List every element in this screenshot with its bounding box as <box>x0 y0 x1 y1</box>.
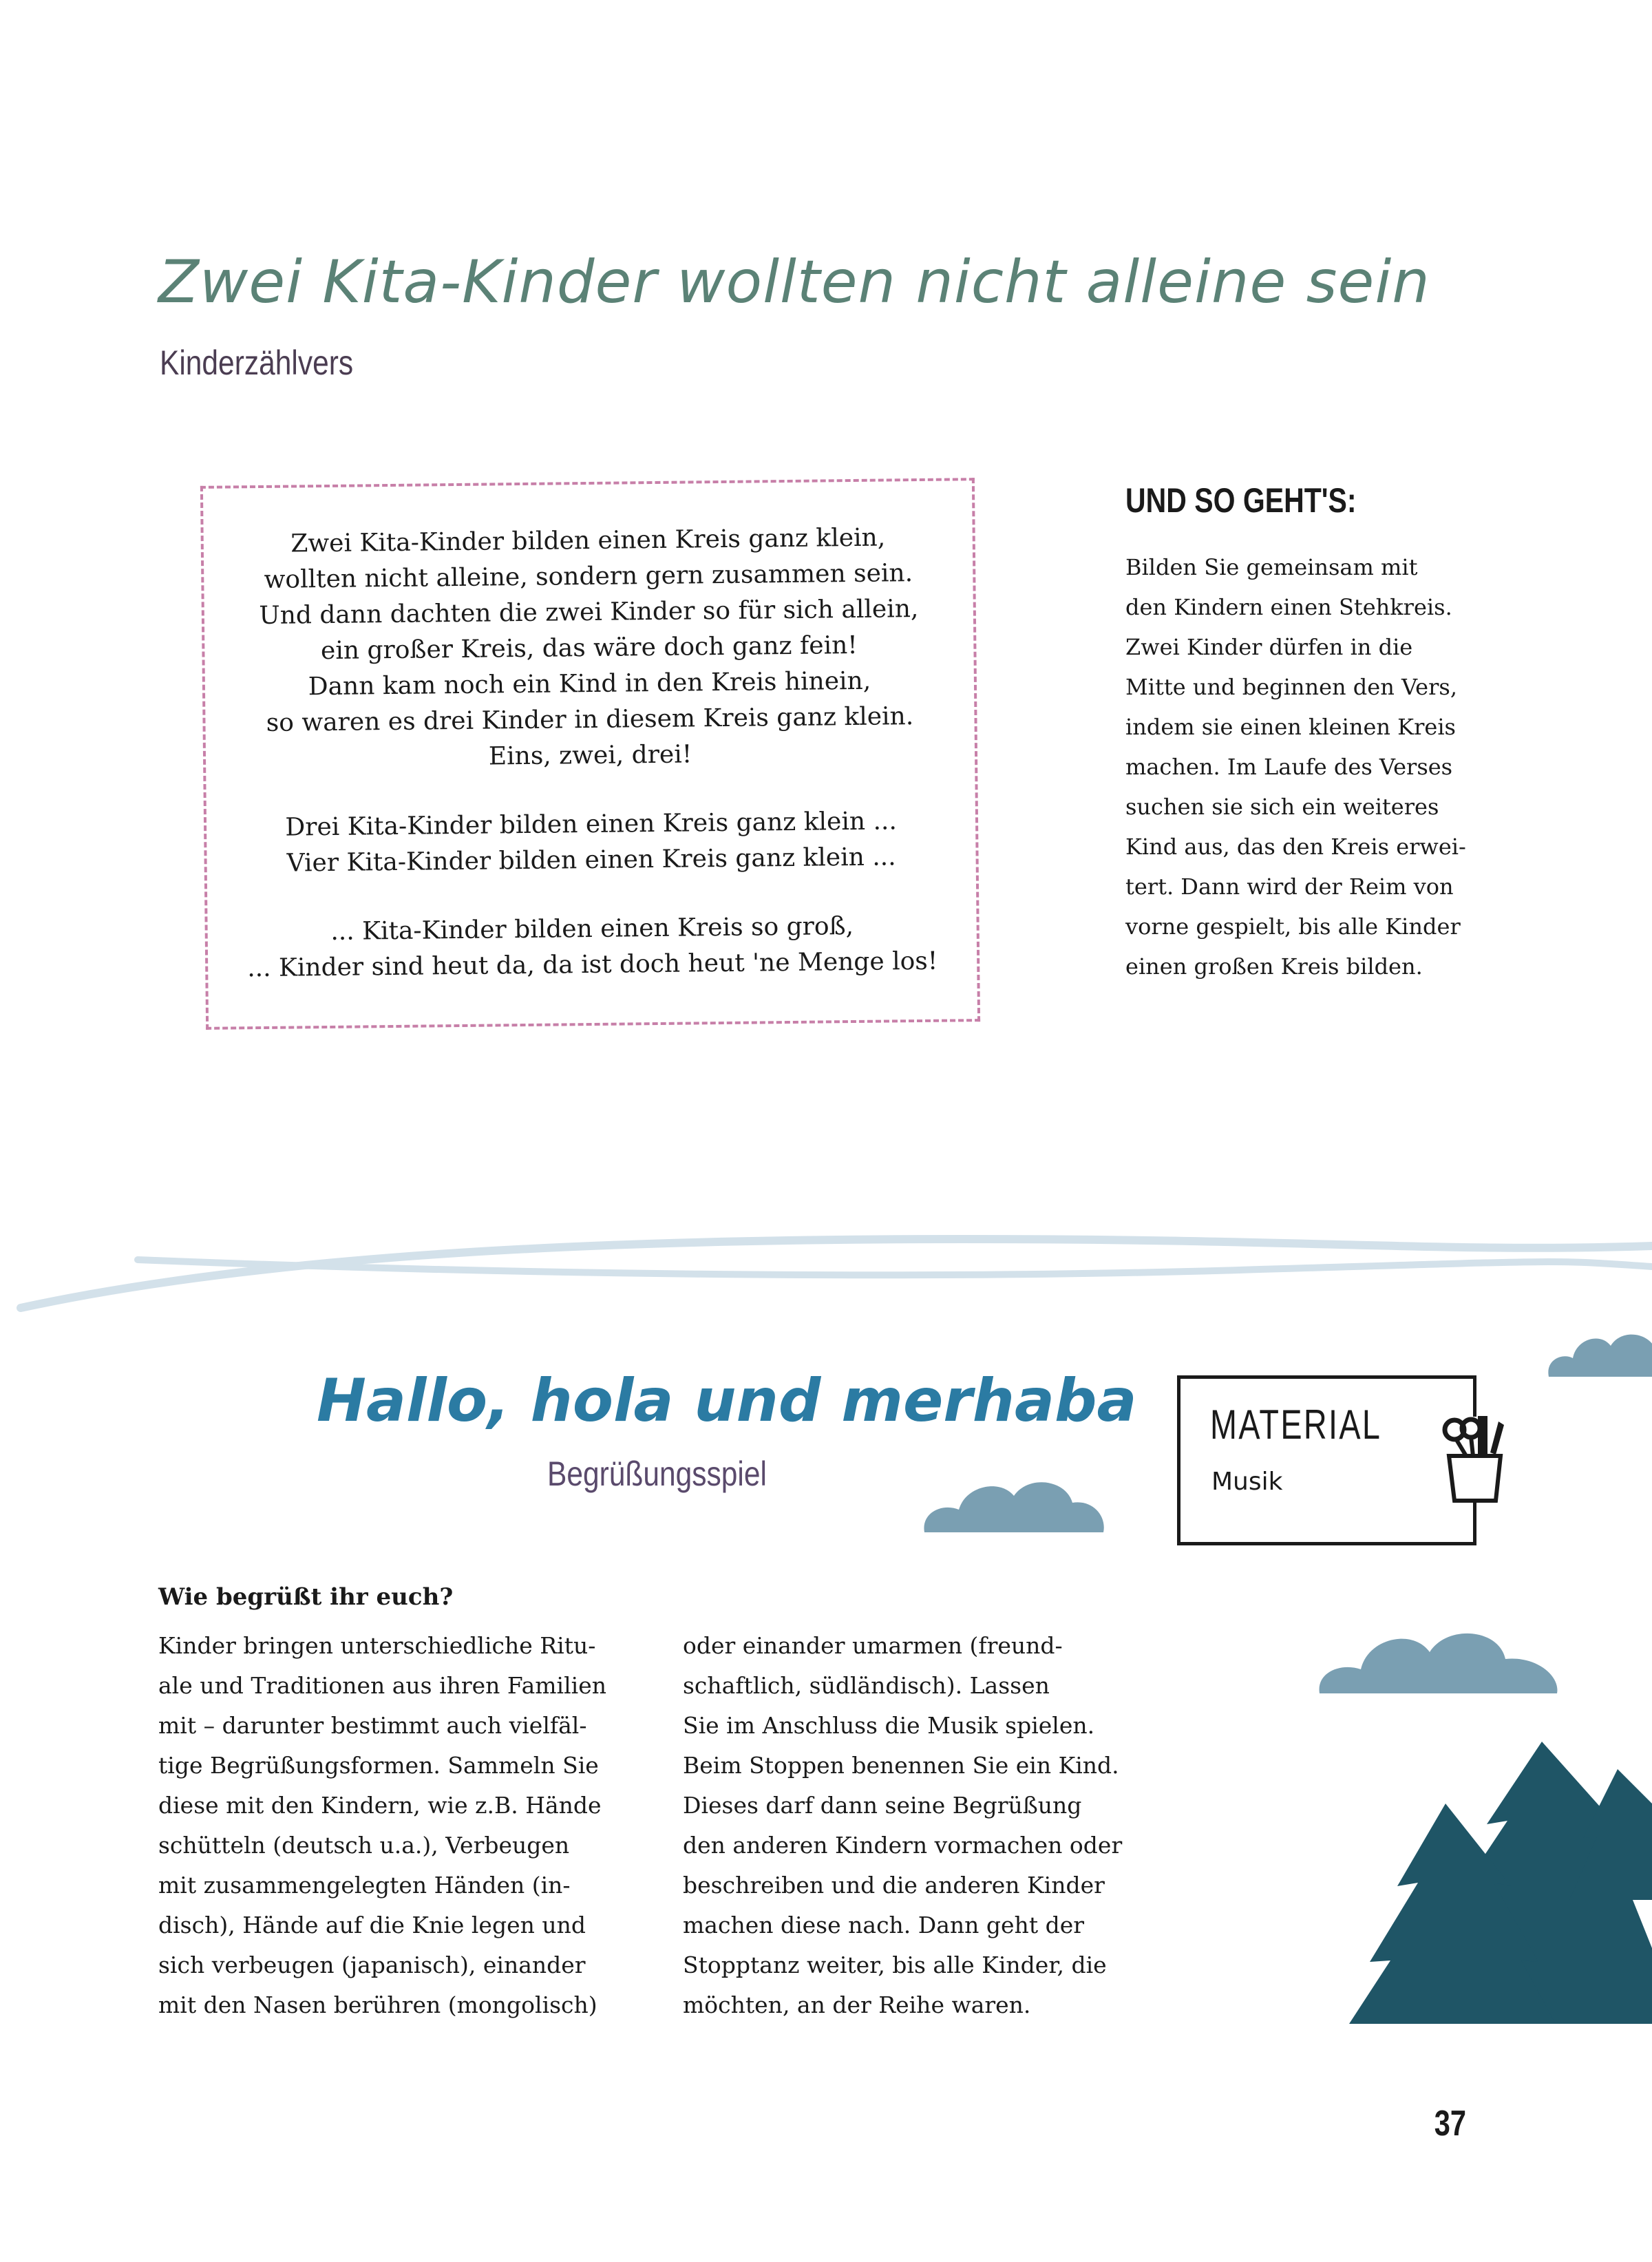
verse-line: ... Kita-Kinder bilden einen Kreis so groß, <box>330 912 854 946</box>
howto-line: Bilden Sie gemeinsam mit <box>1125 554 1418 580</box>
verse-line: Und dann dachten die zwei Kinder so für sich allein, <box>259 594 919 631</box>
verse-text <box>204 519 977 987</box>
verse-line: ... Kinder sind heut da, da ist doch heut 'ne Menge los! <box>247 947 938 983</box>
howto-text <box>1125 547 1511 986</box>
verse-line: so waren es drei Kinder in diesem Kreis ganz klein. <box>266 702 914 737</box>
section2-subtitle: Begrüßungsspiel <box>547 1455 767 1493</box>
verse-line: Zwei Kita-Kinder bilden einen Kreis ganz klein, <box>290 523 886 558</box>
cloud-icon <box>921 1472 1107 1534</box>
text-line: sich verbeugen (japanisch), einander <box>158 1952 586 1978</box>
howto-line: indem sie einen kleinen Kreis <box>1125 714 1456 740</box>
howto-line: suchen sie sich ein weiteres <box>1125 794 1439 820</box>
howto-line: einen großen Kreis bilden. <box>1125 953 1423 980</box>
text-column-1 <box>158 1626 654 2025</box>
material-box-edge <box>1473 1501 1476 1545</box>
text-line: beschreiben und die anderen Kinder <box>683 1872 1105 1899</box>
section2-title: Hallo, hola und merhaba <box>317 1366 1137 1435</box>
text-line: machen diese nach. Dann geht der <box>683 1912 1084 1938</box>
verse-line: Dann kam noch ein Kind in den Kreis hinein, <box>308 666 871 701</box>
text-line: Beim Stoppen benennen Sie ein Kind. <box>683 1752 1119 1779</box>
text-line: mit zusammengelegten Händen (in- <box>158 1872 571 1899</box>
material-heading: MATERIAL <box>1210 1402 1382 1448</box>
howto-line: machen. Im Laufe des Verses <box>1125 754 1453 780</box>
howto-line: Zwei Kinder dürfen in die <box>1125 634 1413 660</box>
text-line: Kinder bringen unterschiedliche Ritu- <box>158 1632 596 1659</box>
question-heading: Wie begrüßt ihr euch? <box>158 1583 454 1611</box>
text-column-2 <box>683 1626 1178 2025</box>
verse-line: wollten nicht alleine, sondern gern zusammen sein. <box>264 559 913 594</box>
text-line: schaftlich, südländisch). Lassen <box>683 1672 1050 1699</box>
text-line: oder einander umarmen (freund- <box>683 1632 1063 1659</box>
verse-line: Drei Kita-Kinder bilden einen Kreis ganz klein ... <box>285 807 898 842</box>
cloud-icon <box>1316 1621 1560 1697</box>
text-line: Dieses darf dann seine Begrüßung <box>683 1792 1082 1819</box>
text-line: tige Begrüßungsformen. Sammeln Sie <box>158 1752 599 1779</box>
text-line: Stopptanz weiter, bis alle Kinder, die <box>683 1952 1107 1978</box>
howto-heading: UND SO GEHT'S: <box>1125 481 1357 520</box>
wave-divider-icon <box>0 1198 1652 1322</box>
howto-line: Kind aus, das den Kreis erwei- <box>1125 834 1466 860</box>
text-line: ale und Traditionen aus ihren Familien <box>158 1672 606 1699</box>
text-line: mit – darunter bestimmt auch vielfäl- <box>158 1712 587 1739</box>
howto-line: den Kindern einen Stehkreis. <box>1125 594 1452 620</box>
text-line: Sie im Anschluss die Musik spielen. <box>683 1712 1095 1739</box>
material-value: Musik <box>1211 1468 1283 1496</box>
section1-title: Zwei Kita-Kinder wollten nicht alleine sein <box>158 248 1430 317</box>
text-line: den anderen Kindern vormachen oder <box>683 1832 1123 1859</box>
verse-line: Vier Kita-Kinder bilden einen Kreis ganz klein ... <box>286 843 896 878</box>
page-number: 37 <box>1434 2104 1467 2144</box>
text-line: disch), Hände auf die Knie legen und <box>158 1912 586 1938</box>
text-line: schütteln (deutsch u.a.), Verbeugen <box>158 1832 570 1859</box>
howto-line: tert. Dann wird der Reim von <box>1125 874 1454 900</box>
text-line: möchten, an der Reihe waren. <box>683 1991 1031 2018</box>
cloud-icon <box>1545 1318 1652 1380</box>
pine-trees-icon <box>1349 1742 1652 2031</box>
verse-line: Eins, zwei, drei! <box>488 740 692 771</box>
section1-subtitle: Kinderzählvers <box>160 343 354 382</box>
text-line: diese mit den Kindern, wie z.B. Hände <box>158 1792 602 1819</box>
howto-line: Mitte und beginnen den Vers, <box>1125 674 1457 700</box>
verse-line: ein großer Kreis, das wäre doch ganz fein! <box>320 631 858 666</box>
howto-line: vorne gespielt, bis alle Kinder <box>1125 913 1461 940</box>
text-line: mit den Nasen berühren (mongolisch) <box>158 1991 597 2018</box>
pencil-cup-icon <box>1435 1408 1511 1504</box>
